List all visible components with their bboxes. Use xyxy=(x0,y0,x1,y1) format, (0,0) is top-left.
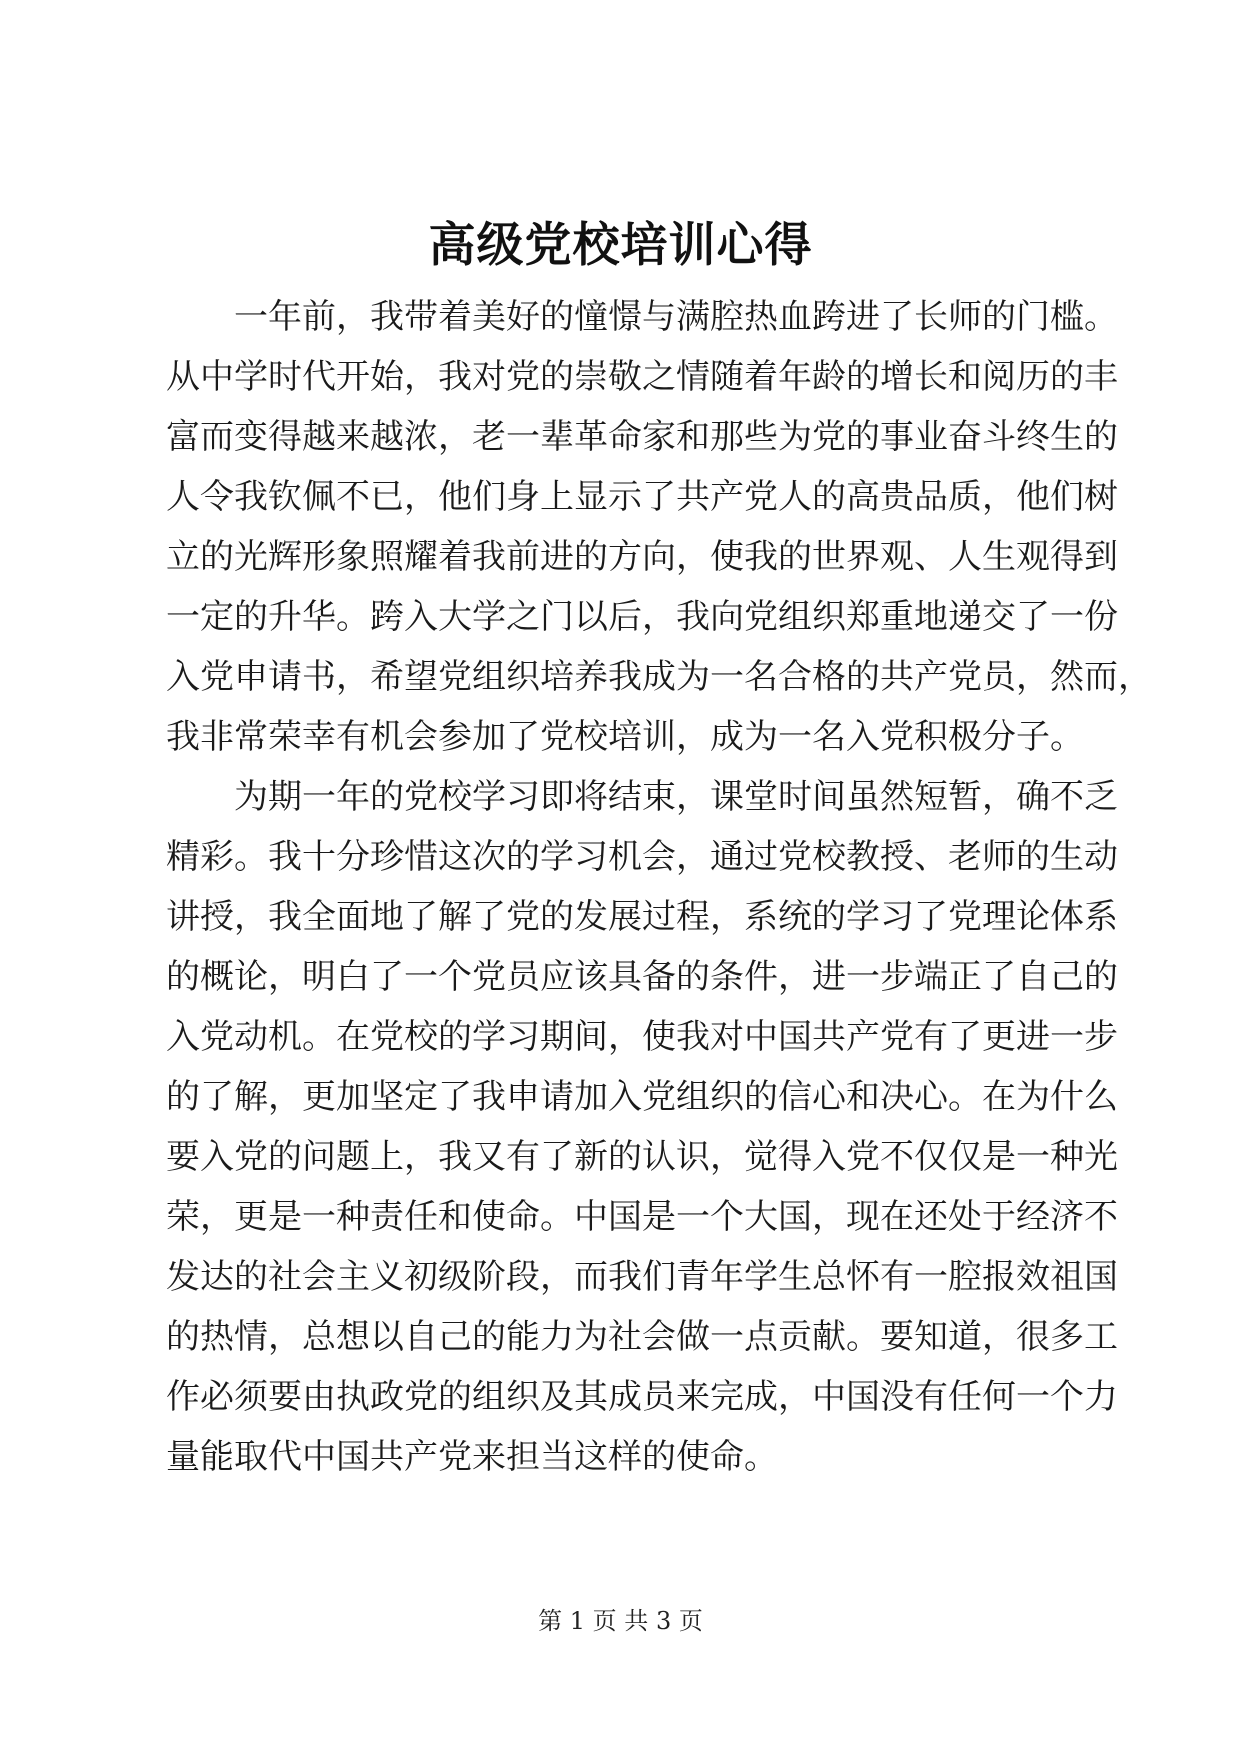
paragraph-line: 要入党的问题上，我又有了新的认识，觉得入党不仅仅是一种光 xyxy=(166,1137,1118,1177)
paragraph-line: 的了解，更加坚定了我申请加入党组织的信心和决心。在为什么 xyxy=(166,1077,1118,1117)
paragraph-line: 精彩。我十分珍惜这次的学习机会，通过党校教授、老师的生动 xyxy=(166,837,1118,877)
paragraph-line: 富而变得越来越浓，老一辈革命家和那些为党的事业奋斗终生的 xyxy=(166,417,1118,457)
paragraph-line: 入党申请书，希望党组织培养我成为一名合格的共产党员，然而， xyxy=(166,657,1152,697)
paragraph-line: 从中学时代开始，我对党的崇敬之情随着年龄的增长和阅历的丰 xyxy=(166,357,1118,397)
paragraph xyxy=(166,287,1152,767)
paragraph-line: 一年前，我带着美好的憧憬与满腔热血跨进了长师的门槛。 xyxy=(234,297,1118,337)
paragraph-line: 荣，更是一种责任和使命。中国是一个大国，现在还处于经济不 xyxy=(166,1197,1118,1237)
paragraph-line: 的概论，明白了一个党员应该具备的条件，进一步端正了自己的 xyxy=(166,957,1118,997)
paragraph-line: 立的光辉形象照耀着我前进的方向，使我的世界观、人生观得到 xyxy=(166,537,1118,577)
paragraph xyxy=(166,767,1118,1487)
document-title: 高级党校培训心得 xyxy=(428,218,813,273)
paragraph-line: 发达的社会主义初级阶段，而我们青年学生总怀有一腔报效祖国 xyxy=(166,1257,1118,1297)
paragraph-line: 作必须要由执政党的组织及其成员来完成，中国没有任何一个力 xyxy=(166,1377,1118,1417)
paragraph-line: 一定的升华。跨入大学之门以后，我向党组织郑重地递交了一份 xyxy=(166,597,1118,637)
document-body xyxy=(166,287,1152,1487)
paragraph-line: 我非常荣幸有机会参加了党校培训，成为一名入党积极分子。 xyxy=(166,717,1084,757)
paragraph-line: 量能取代中国共产党来担当这样的使命。 xyxy=(166,1437,778,1477)
paragraph-line: 讲授，我全面地了解了党的发展过程，系统的学习了党理论体系 xyxy=(166,897,1118,937)
paragraph-line: 为期一年的党校学习即将结束，课堂时间虽然短暂，确不乏 xyxy=(234,777,1118,817)
paragraph-line: 的热情，总想以自己的能力为社会做一点贡献。要知道，很多工 xyxy=(166,1317,1118,1357)
paragraph-line: 人令我钦佩不已，他们身上显示了共产党人的高贵品质，他们树 xyxy=(166,477,1118,517)
paragraph-line: 入党动机。在党校的学习期间，使我对中国共产党有了更进一步 xyxy=(166,1017,1118,1057)
page-footer: 第 1 页 共 3 页 xyxy=(538,1607,703,1635)
